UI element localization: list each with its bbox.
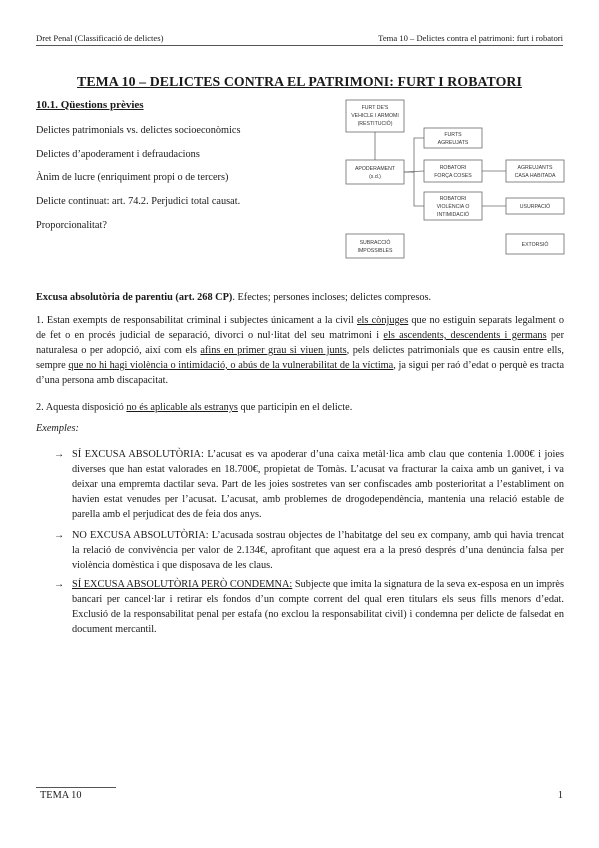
example-text: Subjecte que imita la signatura de la seva ex-esposa en un imprès bancari per cancel·lar i retirar els fondos d’un compte corrent del qual eren titulars els seus fills menors d’edat. Exclusió de la responsabilitat penal per estafa (no exclou la responsabilitat civil) i condemna per delicte de falsedat en document mercantil. xyxy=(72,579,564,635)
example-text: L’acusat es va apoderar d’una caixa metàl·lica amb clau que contenia 1.000€ i joies diverses que han estat valorades en 18.700€, propietat de Tomàs. L’acusat va fracturar la caixa amb un ganivet, i va deixar una empremta dactilar seva. Part de les joies sostretes van ser confiscades amb posterioritat a l’establiment on havien estat venudes per l’acusat. L’acusat, amb problemes de drogodependència, mantenia una relació estable de parella amb el perjudicat des de feia dos anys. xyxy=(72,449,564,520)
diagram-label: CASA HABITADA xyxy=(514,173,556,179)
section-item: Delictes d’apoderament i defraudacions xyxy=(36,149,200,160)
diagram-box-apoderament xyxy=(346,160,404,184)
diagram-label: FURTS xyxy=(444,132,462,138)
diagram-label: (s.d.) xyxy=(369,174,381,180)
excusa-heading-rest: . Efectes; persones incloses; delictes compresos. xyxy=(232,292,432,303)
underlined-text: els cònjuges xyxy=(356,315,409,326)
excusa-heading xyxy=(36,290,564,305)
diagram-label: INTIMIDACIÓ xyxy=(437,212,469,218)
diagram-label: VEHICLE I ARMOMI xyxy=(351,113,399,119)
text-run: que participin en el delicte. xyxy=(237,402,353,413)
classification-diagram xyxy=(340,98,566,270)
diagram-label: FURT DE'S xyxy=(361,105,389,111)
example-lead: SÍ EXCUSA ABSOLUTÒRIA: xyxy=(72,449,204,460)
footer-divider xyxy=(36,787,116,788)
excusa-paragraph-2 xyxy=(36,400,564,415)
excusa-heading-bold: Excusa absolutòria de parentiu xyxy=(36,292,173,303)
footer-label: TEMA 10 xyxy=(40,790,82,801)
diagram-label: SUBRACCIÓ xyxy=(359,240,391,246)
header-divider xyxy=(36,45,563,46)
text-run: que no estiguin separats legalment o de fet o en procés judicial de separació, divorci o nul·litat del seu matrimoni i xyxy=(36,315,564,341)
diagram-label: VIOLÈNCIA O xyxy=(436,204,470,210)
underlined-text: els ascendents, descendents i germans xyxy=(383,330,547,341)
examples-label: Exemples: xyxy=(36,423,79,434)
section-heading: 10.1. Qüestions prèvies xyxy=(36,99,144,111)
example-text: L’acusada sostrau objectes de l’habitatge del seu ex company, amb qui havia trencat la relació de convivència per valor de 2.134€, aprofitant que aquest era a la presó després d’una denúncia falsa per violència domèstica i que disposava de les claus. xyxy=(72,530,564,571)
diagram-label: (RESTITUCIÓ) xyxy=(357,121,393,127)
arrow-icon: → xyxy=(54,579,65,590)
section-item: Delictes patrimonials vs. delictes socioeconòmics xyxy=(36,125,241,136)
diagram-connector xyxy=(404,172,424,206)
example-item xyxy=(54,447,564,522)
section-item: Delicte continuat: art. 74.2. Perjudici total causat. xyxy=(36,196,241,207)
text-run: 1. Estan exempts de responsabilitat criminal i subjectes únicament a la civil xyxy=(36,315,357,326)
text-run: 2. Aquesta disposició xyxy=(36,402,127,413)
text-run: , pels delictes patrimonials que es causin entre ells, sempre xyxy=(36,345,564,371)
underlined-text: no és aplicable als estranys xyxy=(126,402,238,413)
diagram-label: ROBATORI xyxy=(439,165,467,171)
section-item: Ànim de lucre (enriquiment propi o de tercers) xyxy=(36,172,229,183)
diagram-label: IMPOSSIBLES xyxy=(357,248,393,254)
arrow-icon: → xyxy=(54,530,65,541)
excusa-paragraph-1 xyxy=(36,313,564,388)
diagram-label: FORÇA COSES xyxy=(434,173,472,179)
underlined-text: afins en primer grau si viuen junts xyxy=(200,345,347,356)
example-lead: NO EXCUSA ABSOLUTÒRIA: xyxy=(72,530,209,541)
running-header-left: Dret Penal (Classificació de delictes) xyxy=(36,33,164,43)
example-lead: SÍ EXCUSA ABSOLUTÒRIA PERÒ CONDEMNA: xyxy=(72,579,293,590)
diagram-label: APODERAMENT xyxy=(354,166,396,172)
diagram-connector xyxy=(404,138,424,172)
diagram-label: AGREUJATS xyxy=(437,140,469,146)
page-number: 1 xyxy=(557,790,563,801)
example-item xyxy=(54,577,564,637)
example-item xyxy=(54,528,564,573)
underlined-text: que no hi hagi violència o intimidació, o abús de la vulnerabilitat de la víctima xyxy=(68,360,394,371)
diagram-box-subraccio xyxy=(346,234,404,258)
section-item: Proporcionalitat? xyxy=(36,220,107,231)
diagram-label: AGREUJANTS xyxy=(517,165,553,171)
diagram-label: USURPACIÓ xyxy=(519,204,551,210)
diagram-label: EXTORSIÓ xyxy=(521,242,549,248)
excusa-heading-article: (art. 268 CP) xyxy=(175,292,233,303)
arrow-icon: → xyxy=(54,449,65,460)
running-header-right: Tema 10 – Delictes contra el patrimoni: furt i robatori xyxy=(378,33,563,43)
text-run: , ja sigui per raó d’edat o perquè es tracta d’una persona amb discapacitat. xyxy=(36,360,565,386)
text-run: per naturalesa o per adopció, així com els xyxy=(36,330,564,356)
page-title: TEMA 10 – DELICTES CONTRA EL PATRIMONI: FURT I ROBATORI xyxy=(77,74,522,89)
diagram-label: ROBATORI xyxy=(439,196,467,202)
